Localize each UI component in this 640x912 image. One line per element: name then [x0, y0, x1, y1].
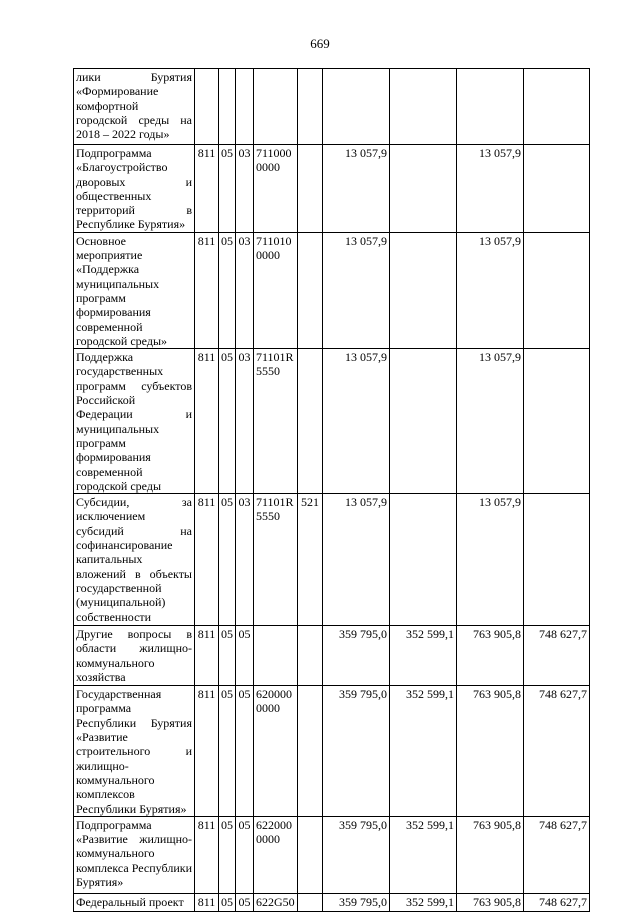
value-cell-3: 13 057,9 — [457, 494, 524, 626]
vr-cell — [298, 145, 323, 233]
table-row — [74, 893, 590, 911]
vr-cell — [298, 816, 323, 893]
vr-cell — [298, 232, 323, 348]
vr-cell — [298, 626, 323, 686]
ved-cell: 811 — [195, 494, 219, 626]
value-cell-3: 763 905,8 — [457, 686, 524, 817]
ved-cell: 811 — [195, 232, 219, 348]
value-cell-2 — [390, 349, 457, 494]
pr-cell: 05 — [236, 816, 254, 893]
value-cell-4 — [524, 69, 590, 145]
value-cell-1: 13 057,9 — [323, 494, 390, 626]
table-row — [74, 145, 590, 233]
value-cell-4: 748 627,7 — [524, 893, 590, 911]
value-cell-2 — [390, 494, 457, 626]
value-cell-1: 359 795,0 — [323, 816, 390, 893]
value-cell-3 — [457, 69, 524, 145]
vr-cell — [298, 349, 323, 494]
value-cell-2: 352 599,1 — [390, 816, 457, 893]
value-cell-4 — [524, 494, 590, 626]
csr-cell: 71101R 5550 — [254, 349, 298, 494]
value-cell-1: 359 795,0 — [323, 893, 390, 911]
rz-cell: 05 — [219, 232, 236, 348]
ved-cell — [195, 69, 219, 145]
ved-cell: 811 — [195, 816, 219, 893]
ved-cell: 811 — [195, 893, 219, 911]
row-name-cell: Подпрограмма «Развитие жилищно-коммунального комплекса Республики Бурятия» — [74, 816, 195, 893]
value-cell-3: 13 057,9 — [457, 232, 524, 348]
csr-cell — [254, 626, 298, 686]
value-cell-2 — [390, 232, 457, 348]
pr-cell: 05 — [236, 686, 254, 817]
row-name-cell: Подпрограмма «Благоустройство дворовых и общественных территорий в Республике Бурятия» — [74, 145, 195, 233]
rz-cell: 05 — [219, 626, 236, 686]
rz-cell — [219, 69, 236, 145]
vr-cell — [298, 893, 323, 911]
value-cell-1: 13 057,9 — [323, 145, 390, 233]
table-row — [74, 686, 590, 817]
value-cell-4 — [524, 232, 590, 348]
value-cell-3: 13 057,9 — [457, 145, 524, 233]
rz-cell: 05 — [219, 816, 236, 893]
table-row — [74, 232, 590, 348]
vr-cell: 521 — [298, 494, 323, 626]
row-name-cell: Субсидии, за исключением субсидий на софинансирование капитальных вложений в объекты государственной (муниципальной) собственности — [74, 494, 195, 626]
pr-cell: 03 — [236, 349, 254, 494]
csr-cell: 622G50 — [254, 893, 298, 911]
vr-cell — [298, 69, 323, 145]
row-name-cell: Государственная программа Республики Бурятия «Развитие строительного и жилищно-коммунального комплексов Республики Бурятия» — [74, 686, 195, 817]
budget-table — [73, 68, 590, 912]
value-cell-1: 359 795,0 — [323, 626, 390, 686]
table-row — [74, 69, 590, 145]
value-cell-4: 748 627,7 — [524, 626, 590, 686]
value-cell-4: 748 627,7 — [524, 816, 590, 893]
pr-cell — [236, 69, 254, 145]
value-cell-2: 352 599,1 — [390, 893, 457, 911]
value-cell-3: 763 905,8 — [457, 816, 524, 893]
pr-cell: 03 — [236, 232, 254, 348]
pr-cell: 05 — [236, 893, 254, 911]
rz-cell: 05 — [219, 893, 236, 911]
value-cell-1: 13 057,9 — [323, 232, 390, 348]
value-cell-2: 352 599,1 — [390, 686, 457, 817]
ved-cell: 811 — [195, 349, 219, 494]
row-name-cell: Основное мероприятие «Поддержка муниципальных программ формирования современной городской среды» — [74, 232, 195, 348]
value-cell-2 — [390, 145, 457, 233]
value-cell-1: 359 795,0 — [323, 686, 390, 817]
value-cell-3: 763 905,8 — [457, 626, 524, 686]
table-row — [74, 626, 590, 686]
vr-cell — [298, 686, 323, 817]
pr-cell: 05 — [236, 626, 254, 686]
table-row — [74, 816, 590, 893]
row-name-cell: лики Бурятия «Формирование комфортной городской среды на 2018 – 2022 годы» — [74, 69, 195, 145]
csr-cell: 71101R 5550 — [254, 494, 298, 626]
page-number: 669 — [310, 36, 330, 51]
pr-cell: 03 — [236, 494, 254, 626]
table-row — [74, 494, 590, 626]
row-name-cell: Поддержка государственных программ субъектов Российской Федерации и муниципальных программ формирования современной городской среды — [74, 349, 195, 494]
value-cell-4: 748 627,7 — [524, 686, 590, 817]
ved-cell: 811 — [195, 626, 219, 686]
rz-cell: 05 — [219, 349, 236, 494]
rz-cell: 05 — [219, 145, 236, 233]
value-cell-1: 13 057,9 — [323, 349, 390, 494]
csr-cell: 622000 0000 — [254, 816, 298, 893]
row-name-cell: Федеральный проект — [74, 893, 195, 911]
value-cell-3: 13 057,9 — [457, 349, 524, 494]
rz-cell: 05 — [219, 494, 236, 626]
value-cell-2 — [390, 69, 457, 145]
value-cell-4 — [524, 145, 590, 233]
value-cell-3: 763 905,8 — [457, 893, 524, 911]
rz-cell: 05 — [219, 686, 236, 817]
table-row — [74, 349, 590, 494]
pr-cell: 03 — [236, 145, 254, 233]
value-cell-4 — [524, 349, 590, 494]
value-cell-2: 352 599,1 — [390, 626, 457, 686]
row-name-cell: Другие вопросы в области жилищно-коммунального хозяйства — [74, 626, 195, 686]
ved-cell: 811 — [195, 145, 219, 233]
csr-cell: 711000 0000 — [254, 145, 298, 233]
csr-cell: 711010 0000 — [254, 232, 298, 348]
csr-cell — [254, 69, 298, 145]
value-cell-1 — [323, 69, 390, 145]
csr-cell: 620000 0000 — [254, 686, 298, 817]
ved-cell: 811 — [195, 686, 219, 817]
